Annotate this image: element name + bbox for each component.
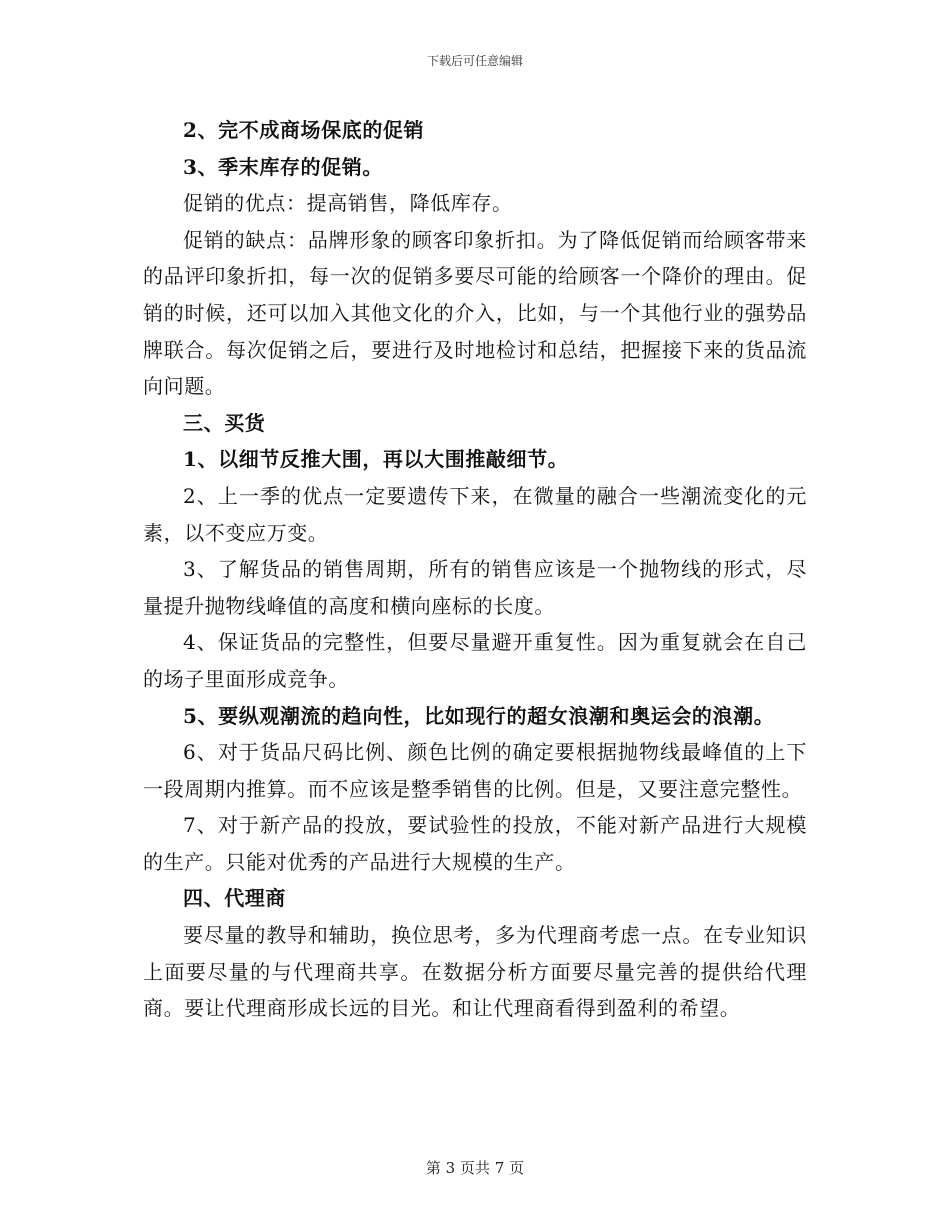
document-body [143, 112, 807, 1027]
page-number-footer: 第 3 页共 7 页 [425, 1159, 525, 1177]
paragraph-buy-4: 4、保证货品的完整性，但要尽量避开重复性。因为重复就会在自己的场子里面形成竞争。 [143, 630, 807, 691]
paragraph-promo-advantage: 促销的优点：提高销售，降低库存。 [183, 191, 513, 216]
heading-promo-2: 2、完不成商场保底的促销 [183, 118, 425, 142]
heading-buy-5: 5、要纵观潮流的趋向性，比如现行的超女浪潮和奥运会的浪潮。 [183, 703, 775, 728]
heading-promo-3: 3、季末库存的促销。 [183, 154, 383, 179]
paragraph-buy-2: 2、上一季的优点一定要遗传下来，在微量的融合一些潮流变化的元素，以不变应万变。 [143, 483, 807, 545]
section-heading-agents: 四、代理商 [183, 886, 286, 911]
paragraph-buy-6: 6、对于货品尺码比例、颜色比例的确定要根据抛物线最峰值的上下一段周期内推算。而不应该是整季销售的比例。但是，又要注意完整性。 [143, 740, 807, 801]
section-heading-buying: 三、买货 [183, 410, 266, 435]
paragraph-buy-7: 7、对于新产品的投放，要试验性的投放，不能对新产品进行大规模的生产。只能对优秀的产品进行大规模的生产。 [143, 813, 807, 874]
heading-buy-1: 1、以细节反推大围，再以大围推敲细节。 [183, 447, 569, 472]
paragraph-buy-3: 3、了解货品的销售周期，所有的销售应该是一个抛物线的形式，尽量提升抛物线峰值的高度和横向座标的长度。 [143, 557, 807, 618]
page-header: 下载后可任意编辑 [426, 54, 523, 68]
paragraph-agents: 要尽量的教导和辅助，换位思考，多为代理商考虑一点。在专业知识上面要尽量的与代理商共享。在数据分析方面要尽量完善的提供给代理商。要让代理商形成长远的目光。和让代理商看得到盈利的希望。 [143, 923, 807, 1021]
paragraph-promo-disadvantage: 促销的缺点：品牌形象的顾客印象折扣。为了降低促销而给顾客带来的品评印象折扣，每一次的促销多要尽可能的给顾客一个降价的理由。促销的时候，还可以加入其他文化的介入，比如，与一个其他行业的强势品牌联合。每次促销之后，要进行及时地检讨和总结，把握接下来的货品流向问题。 [143, 227, 807, 399]
